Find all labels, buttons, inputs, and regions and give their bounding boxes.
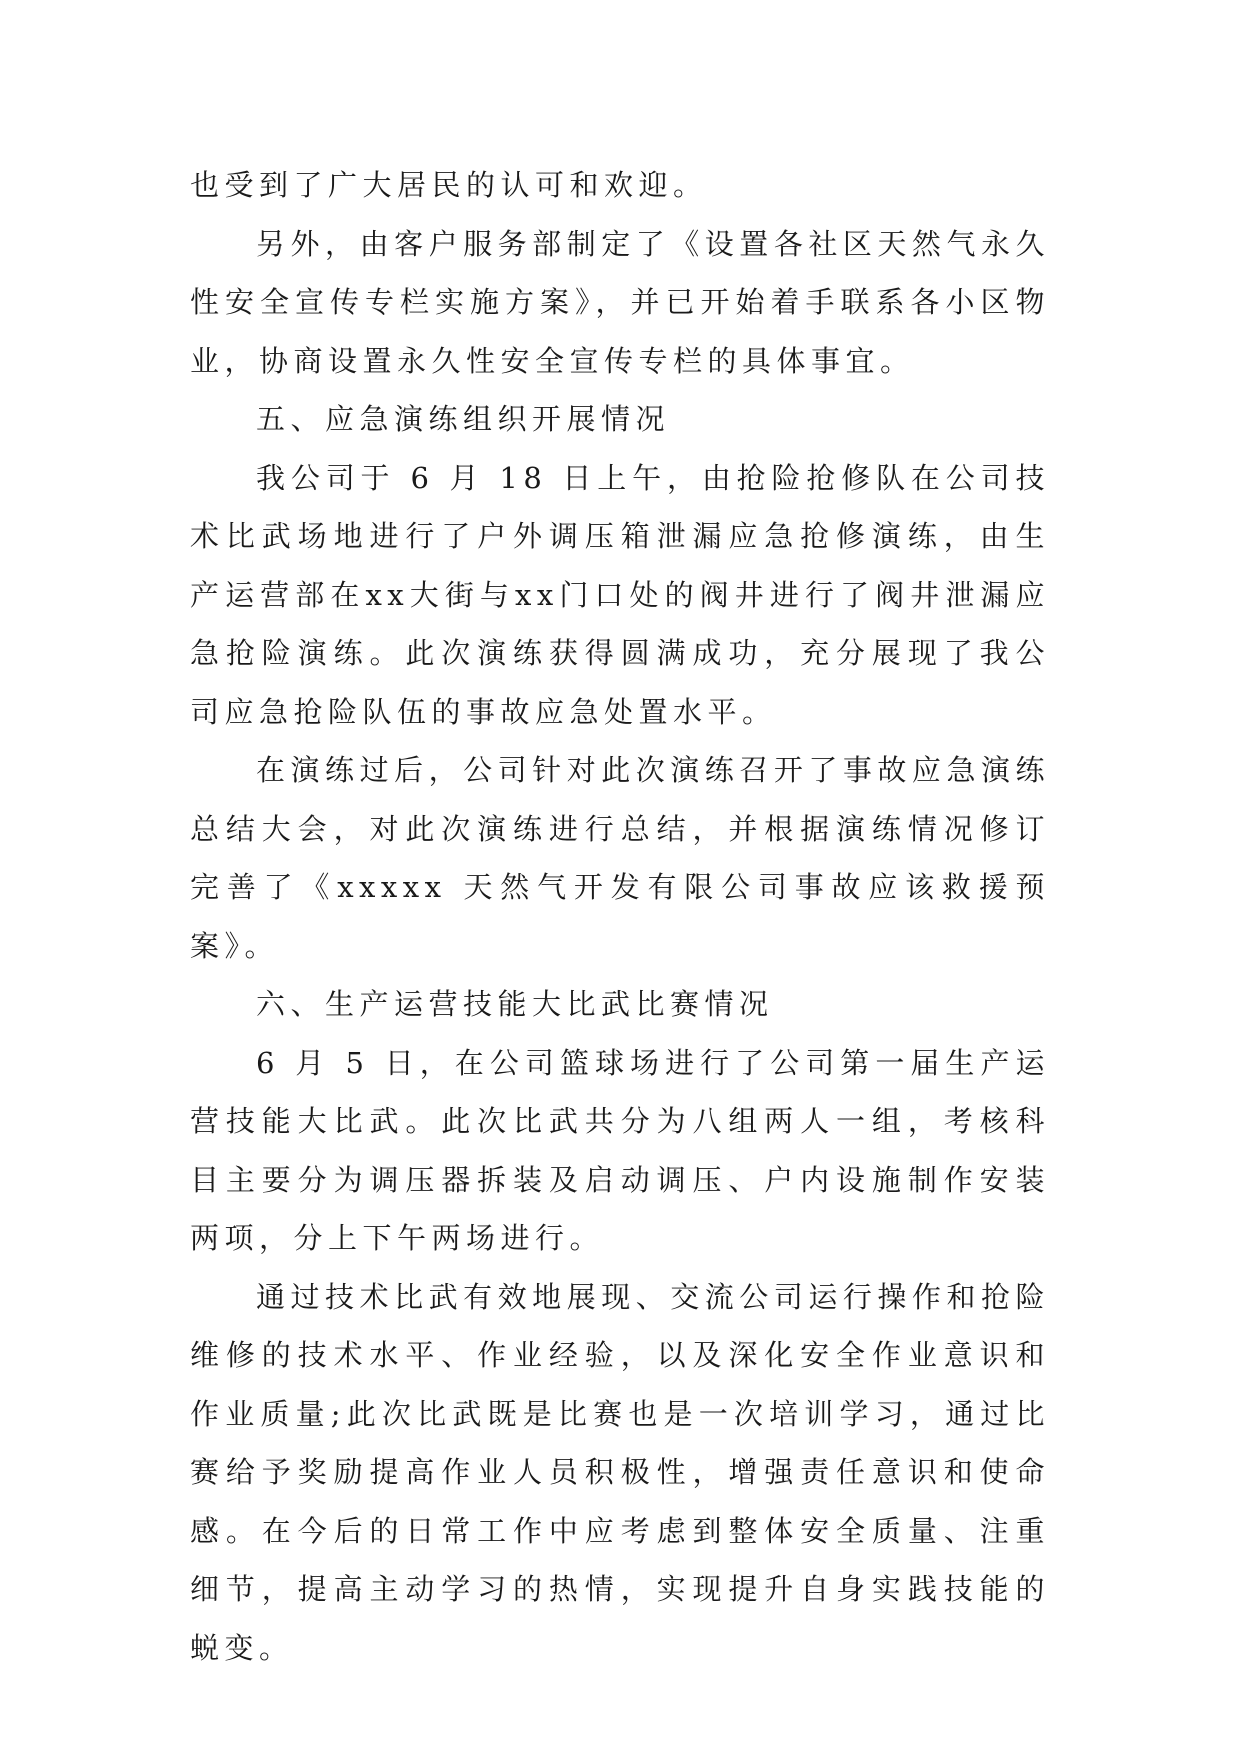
paragraph-drill-summary: 在演练过后，公司针对此次演练召开了事故应急演练总结大会，对此次演练进行总结，并根据演练情况修订完善了《xxxxx 天然气开发有限公司事故应该救援预案》。 <box>190 753 1050 963</box>
section-heading-skills-competition: 六、生产运营技能大比武比赛情况 <box>256 987 774 1021</box>
paragraph-bulletin-board: 另外，由客户服务部制定了《设置各社区天然气永久性安全宣传专栏实施方案》，并已开始着手联系各小区物业，协商设置永久性安全宣传专栏的具体事宜。 <box>190 226 1050 378</box>
paragraph-drill-details: 我公司于 6 月 18 日上午，由抢险抢修队在公司技术比武场地进行了户外调压箱泄漏应急抢修演练，由生产运营部在xx大街与xx门口处的阀井进行了阀井泄漏应急抢险演练。此次演练获得圆满成功，充分展现了我公司应急抢险队伍的事故应急处置水平。 <box>190 460 1050 729</box>
paragraph-continuation: 也受到了广大居民的认可和欢迎。 <box>190 168 708 202</box>
paragraph-competition-outcome: 通过技术比武有效地展现、交流公司运行操作和抢险维修的技术水平、作业经验，以及深化安全作业意识和作业质量;此次比武既是比赛也是一次培训学习，通过比赛给予奖励提高作业人员积极性，增强责任意识和使命感。在今后的日常工作中应考虑到整体安全质量、注重细节，提高主动学习的热情，实现提升自身实践技能的蜕变。 <box>190 1279 1050 1665</box>
document-body <box>190 156 1050 1677</box>
paragraph-competition-details: 6 月 5 日，在公司篮球场进行了公司第一届生产运营技能大比武。此次比武共分为八组两人一组，考核科目主要分为调压器拆装及启动调压、户内设施制作安装两项，分上下午两场进行。 <box>190 1045 1050 1255</box>
section-heading-emergency-drill: 五、应急演练组织开展情况 <box>256 402 671 436</box>
